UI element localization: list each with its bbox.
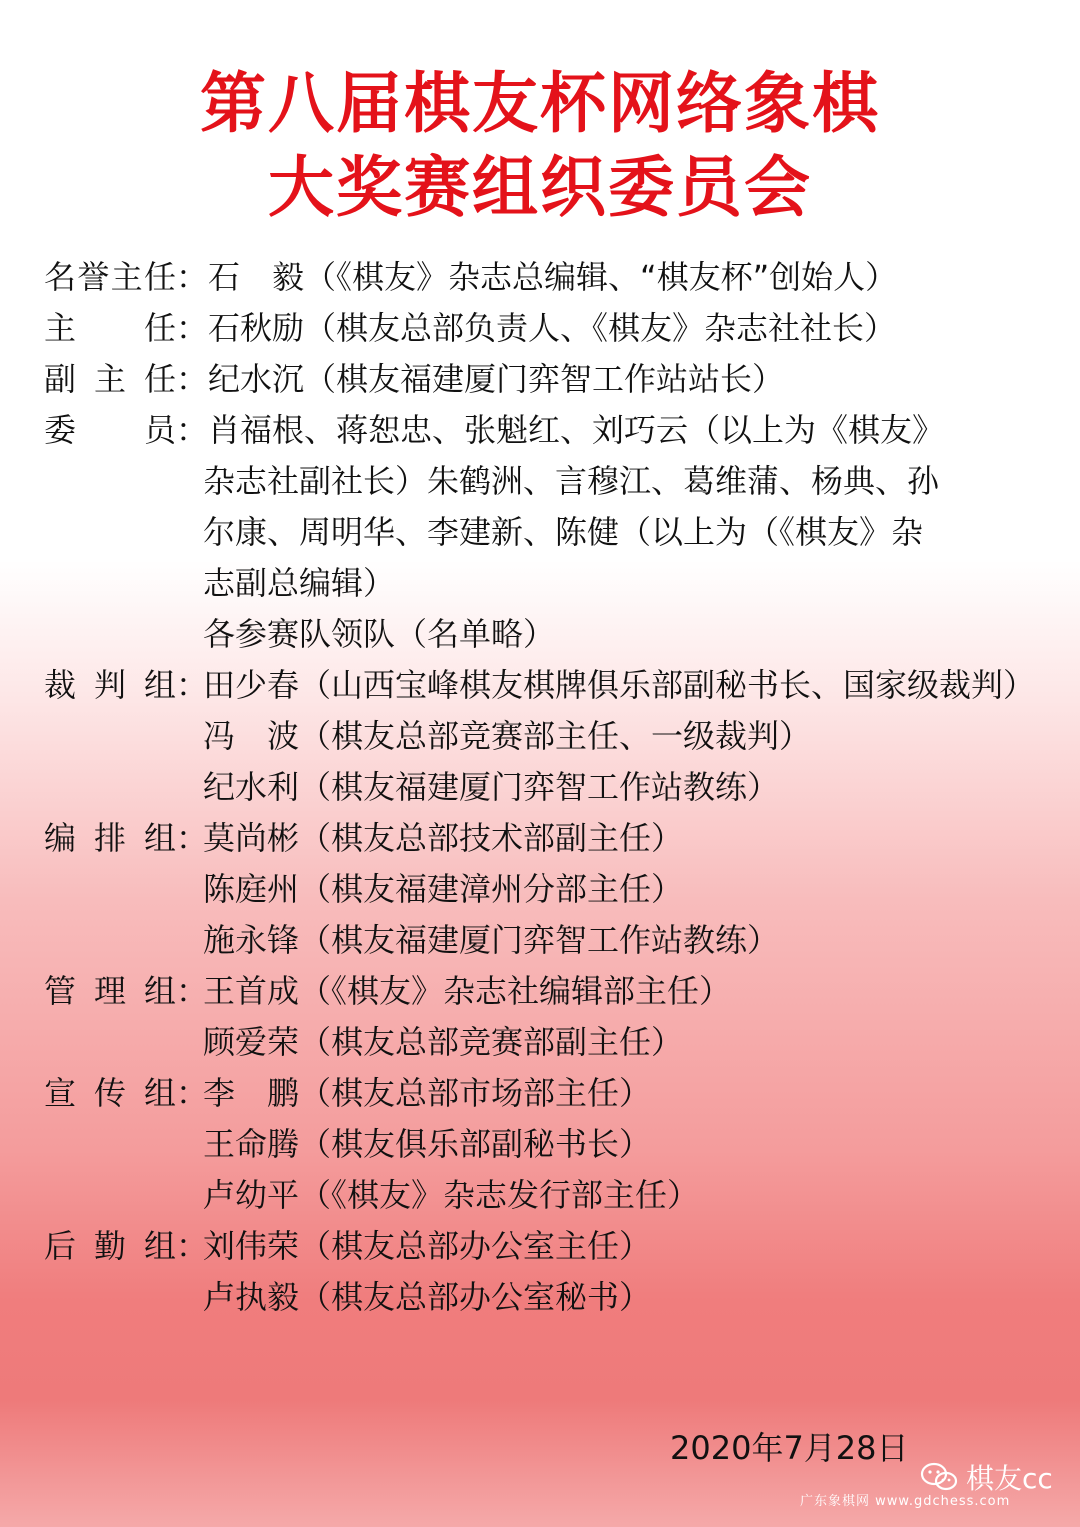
row-content: 王首成（《棋友》杂志社编辑部主任） xyxy=(203,972,732,1010)
row-label: 编排组 xyxy=(44,819,176,857)
row-content: 肖福根、蒋恕忠、张魁红、刘巧云（以上为《棋友》 xyxy=(208,411,945,449)
row-content: 李 鹏（棋友总部市场部主任） xyxy=(203,1074,652,1112)
row-content: 石 毅（《棋友》杂志总编辑、“棋友杯”创始人） xyxy=(208,258,898,296)
row-label: 宣传组 xyxy=(44,1074,176,1112)
row-content: 田少春（山西宝峰棋友棋牌俱乐部副秘书长、国家级裁判） xyxy=(203,666,1036,704)
row-colon: ： xyxy=(176,258,209,296)
page-title-line-2: 大奖赛组织委员会 xyxy=(268,149,812,226)
row-content: 各参赛队领队（名单略） xyxy=(203,615,556,653)
row-label: 委员 xyxy=(44,411,176,449)
row-content: 王命腾（棋友俱乐部副秘书长） xyxy=(203,1125,652,1163)
row-label: 副主任 xyxy=(44,360,176,398)
row-colon: ： xyxy=(176,1074,209,1112)
wechat-icon xyxy=(920,1462,958,1492)
row-label: 管理组 xyxy=(44,972,176,1010)
row-content: 纪水沉（棋友福建厦门弈智工作站站长） xyxy=(208,360,785,398)
row-content: 石秋励（棋友总部负责人、《棋友》杂志社社长） xyxy=(208,309,897,347)
row-content: 刘伟荣（棋友总部办公室主任） xyxy=(203,1227,652,1265)
row-colon: ： xyxy=(176,972,209,1010)
row-colon: ： xyxy=(176,411,209,449)
row-content: 杂志社副社长）朱鹤洲、言穆江、葛维蒲、杨典、孙 xyxy=(203,462,940,500)
row-label: 名誉主任 xyxy=(44,258,176,296)
watermark-site: 广东象棋网 www.gdchess.com xyxy=(800,1494,1011,1509)
row-content: 施永锋（棋友福建厦门弈智工作站教练） xyxy=(203,921,780,959)
row-content: 莫尚彬（棋友总部技术部副主任） xyxy=(203,819,684,857)
row-colon: ： xyxy=(176,666,209,704)
row-content: 卢执毅（棋友总部办公室秘书） xyxy=(203,1278,652,1316)
page-title-line-1: 第八届棋友杯网络象棋 xyxy=(200,65,880,142)
row-content: 纪水利（棋友福建厦门弈智工作站教练） xyxy=(203,768,780,806)
watermark-account: 棋友cc xyxy=(966,1462,1053,1495)
row-label: 主任 xyxy=(44,309,176,347)
row-colon: ： xyxy=(176,819,209,857)
row-label: 裁判组 xyxy=(44,666,176,704)
row-content: 卢幼平（《棋友》杂志发行部主任） xyxy=(203,1176,700,1214)
issue-date: 2020年7月28日 xyxy=(670,1429,909,1467)
row-content: 冯 波（棋友总部竞赛部主任、一级裁判） xyxy=(203,717,812,755)
row-content: 尔康、周明华、李建新、陈健（以上为（《棋友》杂 xyxy=(203,513,924,551)
row-colon: ： xyxy=(176,1227,209,1265)
row-content: 陈庭州（棋友福建漳州分部主任） xyxy=(203,870,684,908)
row-colon: ： xyxy=(176,309,209,347)
row-label: 后勤组 xyxy=(44,1227,176,1265)
row-content: 志副总编辑） xyxy=(203,564,396,602)
row-content: 顾爱荣（棋友总部竞赛部副主任） xyxy=(203,1023,684,1061)
row-colon: ： xyxy=(176,360,209,398)
